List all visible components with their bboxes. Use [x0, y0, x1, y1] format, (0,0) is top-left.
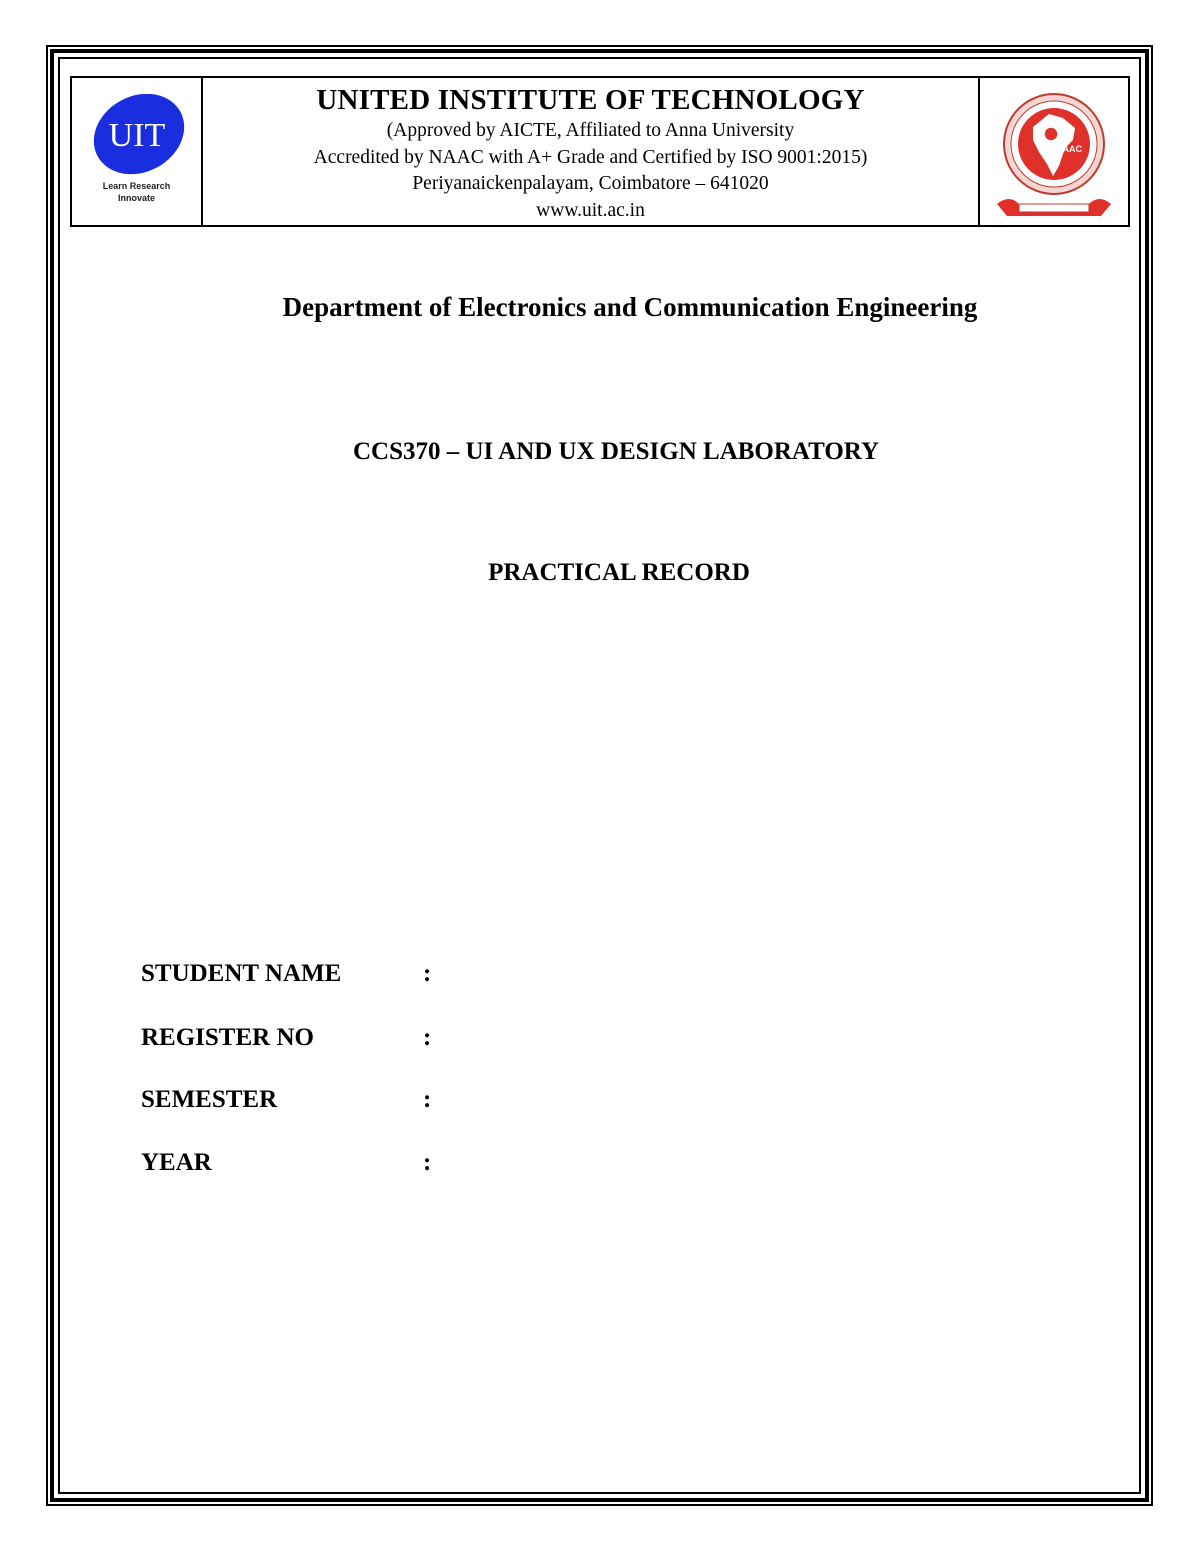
uit-logo — [87, 94, 187, 176]
institution-header — [70, 76, 1130, 227]
header-center-cell — [203, 78, 978, 225]
institution-address: Periyanaickenpalayam, Coimbatore – 641020 — [412, 173, 769, 194]
institution-name: UNITED INSTITUTE OF TECHNOLOGY — [316, 84, 865, 116]
student-name-field — [141, 960, 432, 988]
institution-website: www.uit.ac.in — [536, 199, 645, 221]
course-title: CCS370 – UI AND UX DESIGN LABORATORY — [352, 438, 880, 465]
uit-logo-caption-line2: Innovate — [117, 193, 155, 203]
uit-logo-text: UIT — [108, 117, 165, 154]
record-title: PRACTICAL RECORD — [488, 559, 750, 586]
header-right-cell — [978, 78, 1128, 225]
naac-logo — [989, 82, 1119, 222]
student-name-label: STUDENT NAME — [141, 960, 342, 987]
year-colon: : — [423, 1149, 432, 1176]
year-label: YEAR — [141, 1149, 212, 1176]
semester-field — [141, 1086, 432, 1114]
department-title: Department of Electronics and Communication Engineering — [282, 292, 978, 322]
naac-logo-text: NAAC — [1056, 143, 1082, 154]
page-border-inner — [58, 57, 1141, 1494]
institution-accreditation: Accredited by NAAC with A+ Grade and Certified by ISO 9001:2015) — [313, 146, 868, 168]
uit-logo-caption — [103, 180, 171, 204]
uit-logo-caption-line1: Learn Research — [102, 181, 171, 191]
header-left-cell — [72, 78, 203, 225]
register-no-label: REGISTER NO — [141, 1024, 314, 1051]
student-name-colon: : — [423, 960, 432, 987]
year-field — [141, 1149, 432, 1177]
semester-label: SEMESTER — [141, 1086, 278, 1113]
register-no-colon: : — [423, 1024, 432, 1051]
semester-colon: : — [423, 1086, 432, 1113]
register-no-field — [141, 1024, 432, 1052]
institution-approval: (Approved by AICTE, Affiliated to Anna University — [386, 120, 795, 141]
